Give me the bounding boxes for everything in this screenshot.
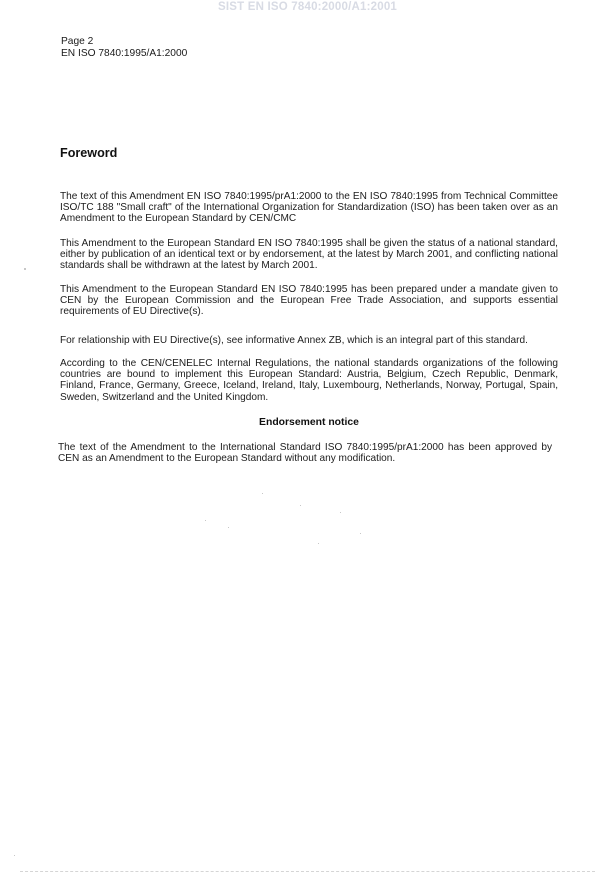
section-heading-foreword: Foreword [60,146,118,160]
paragraph-mandate: This Amendment to the European Standard EN ISO 7840:1995 has been prepared under a mandate given to CEN by the European Commission and the European Free Trade Association, and supports essential requirements of EU Directive(s). [60,284,558,318]
paragraph-eu-directive: For relationship with EU Directive(s), see informative Annex ZB, which is an integral part of this standard. [60,335,528,346]
paragraph-amendment-adoption: The text of this Amendment EN ISO 7840:1995/prA1:2000 to the EN ISO 7840:1995 from Technical Committee ISO/TC 188 "Small craft" of the International Organization for Standardization (ISO) has been taken over as an Amendment to the European Standard by CEN/CMC [60,191,558,225]
scan-speck [205,520,206,521]
scan-speck [318,543,319,544]
scan-speck [262,493,263,494]
document-watermark: SIST EN ISO 7840:2000/A1:2001 [217,1,398,13]
scan-speck [24,268,26,270]
scan-speck [360,533,361,534]
scan-speck [14,855,15,856]
page-number: Page 2 [61,36,94,47]
scan-speck [300,505,301,506]
scan-speck [228,527,229,528]
paragraph-member-countries: According to the CEN/CENELEC Internal Regulations, the national standards organizations of the following countries are bound to implement this European Standard: Austria, Belgium, Czech Republic, Denmark, Finland, France, Germany, Greece, Iceland, Ireland, Italy, Luxembourg, Netherlands, Norway, Portugal, Spain, Sweden, Switzerland and the United Kingdom. [60,358,558,403]
page-bottom-edge [20,871,595,873]
page-header [61,36,187,60]
paragraph-national-status: This Amendment to the European Standard EN ISO 7840:1995 shall be given the status of a national standard, either by publication of an identical text or by endorsement, at the latest by March 2001, and conflicting national standards shall be withdrawn at the latest by March 2001. [60,238,558,272]
document-reference: EN ISO 7840:1995/A1:2000 [61,48,188,59]
scan-speck [340,512,341,513]
endorsement-text: The text of the Amendment to the International Standard ISO 7840:1995/prA1:2000 has been approved by CEN as an Amendment to the European Standard without any modification. [58,442,552,465]
endorsement-heading: Endorsement notice [259,417,359,428]
